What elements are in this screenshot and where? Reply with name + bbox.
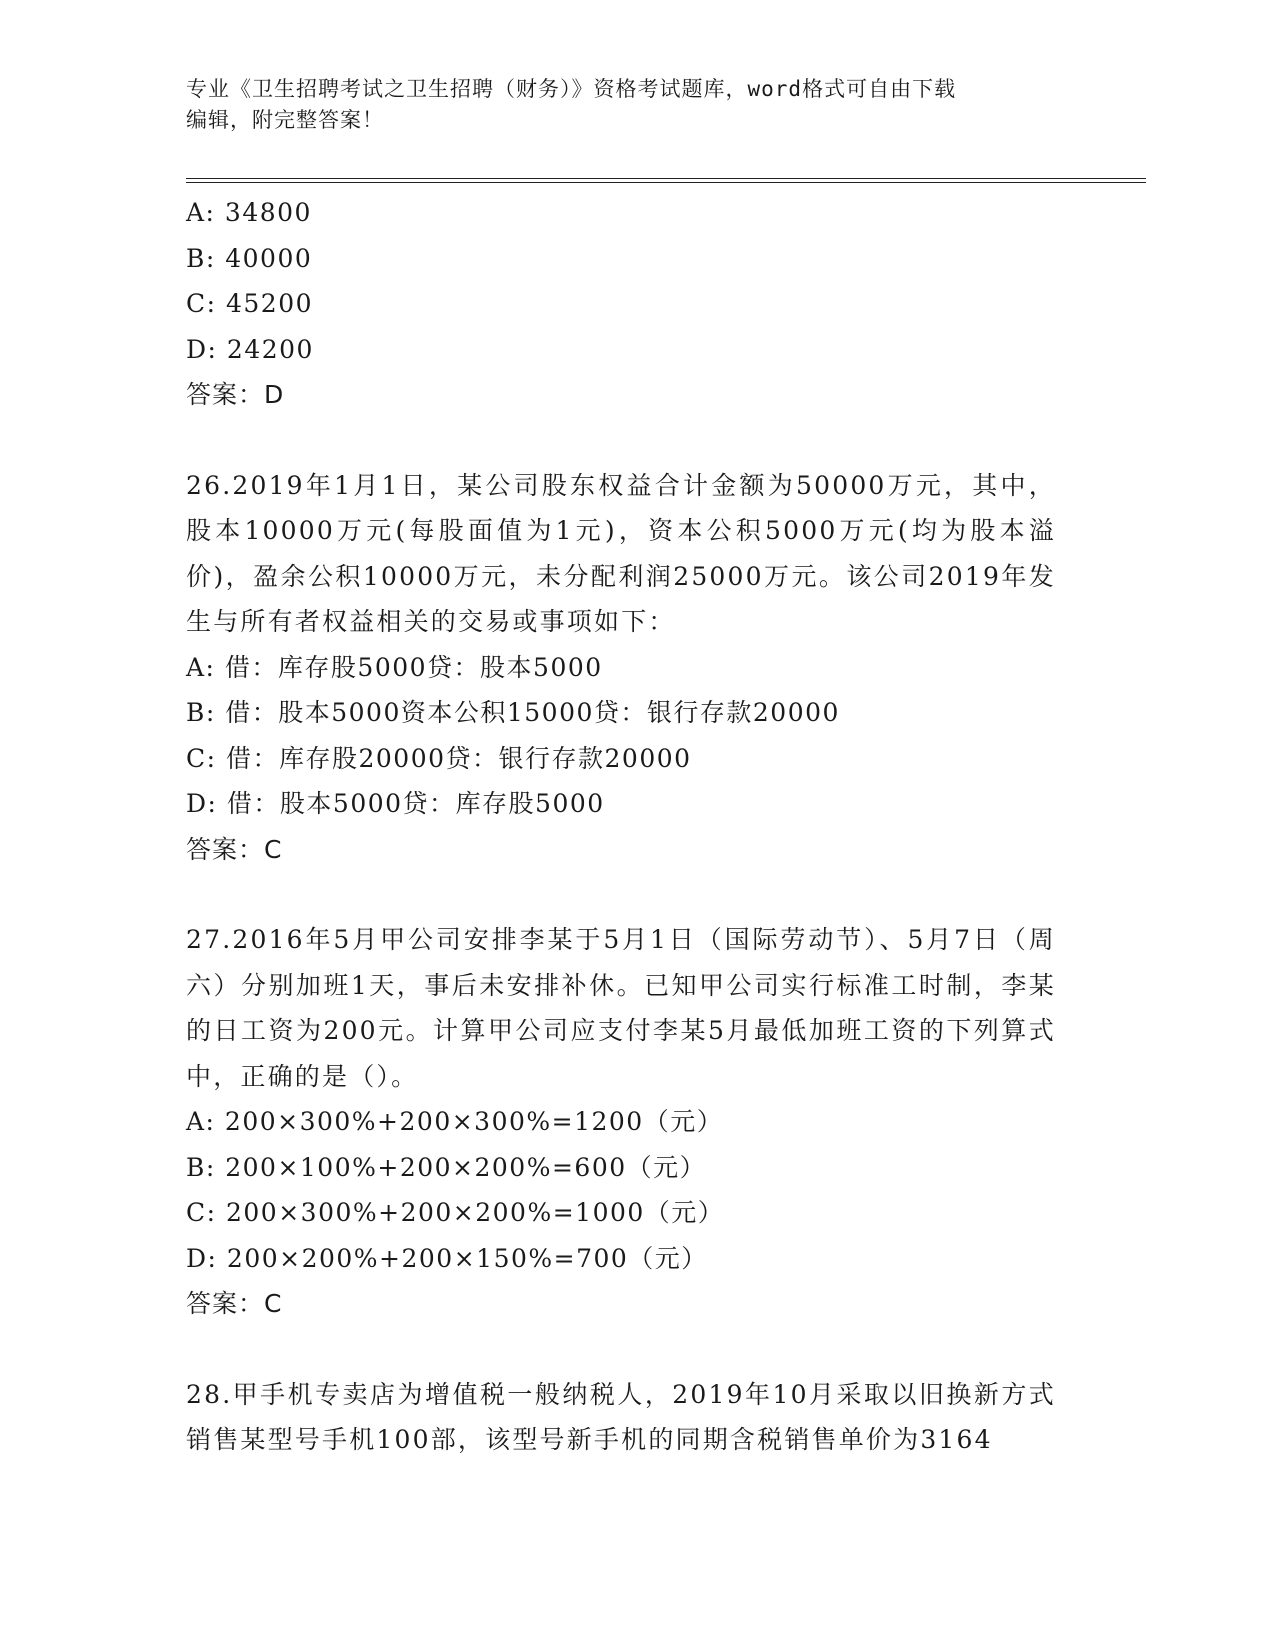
option-a: A: 34800: [186, 198, 312, 227]
question-stem: 28.甲手机专卖店为增值税一般纳税人，2019年10月采取以旧换新方式销售某型号手机100部，该型号新手机的同期含税销售单价为3164: [186, 1379, 1056, 1454]
question-26: [186, 463, 1066, 873]
option-b: B: 借：股本5000资本公积15000贷：银行存款20000: [186, 698, 840, 727]
option-d: D: 24200: [186, 334, 314, 364]
option-b: B: 40000: [186, 243, 313, 273]
option-a: A: 200×300%+200×300%=1200（元）: [186, 1107, 724, 1136]
header-line-1: 专业《卫生招聘考试之卫生招聘（财务）》资格考试题库，word格式可自由下载: [186, 77, 957, 101]
spacer: [186, 872, 1066, 917]
question-27: [186, 917, 1066, 1327]
header-line-2: 编辑，附完整答案！: [186, 108, 384, 132]
option-d: D: 200×200%+200×150%=700（元）: [186, 1243, 708, 1273]
option-a: A: 借：库存股5000贷：股本5000: [186, 652, 603, 682]
answer: 答案：C: [186, 834, 283, 864]
header-divider-bottom: [186, 182, 1146, 183]
spacer: [186, 418, 1066, 463]
answer: 答案：D: [186, 380, 285, 409]
option-c: C: 200×300%+200×200%=1000（元）: [186, 1198, 725, 1227]
answer: 答案：C: [186, 1289, 283, 1318]
option-b: B: 200×100%+200×200%=600（元）: [186, 1152, 707, 1182]
option-d: D: 借：股本5000贷：库存股5000: [186, 789, 605, 818]
header-divider-top: [186, 178, 1146, 179]
option-c: C: 45200: [186, 289, 314, 318]
question-stem: 27.2016年5月甲公司安排李某于5月1日（国际劳动节）、5月7日（周六）分别加班1天，事后未安排补休。已知甲公司实行标准工时制，李某的日工资为200元。计算甲公司应支付李某5月最低加班工资的下列算式中，正确的是（）。: [186, 925, 1056, 1091]
option-c: C: 借：库存股20000贷：银行存款20000: [186, 743, 692, 773]
spacer: [186, 1327, 1066, 1372]
question-stem: 26.2019年1月1日，某公司股东权益合计金额为50000万元，其中，股本10000万元(每股面值为1元)，资本公积5000万元(均为股本溢价)，盈余公积10000万元，未分配利润25000万元。该公司2019年发生与所有者权益相关的交易或事项如下：: [186, 470, 1056, 636]
question-content: [186, 190, 1066, 1463]
document-header: [186, 74, 1066, 136]
question-25: [186, 190, 1066, 418]
question-28: [186, 1372, 1066, 1463]
